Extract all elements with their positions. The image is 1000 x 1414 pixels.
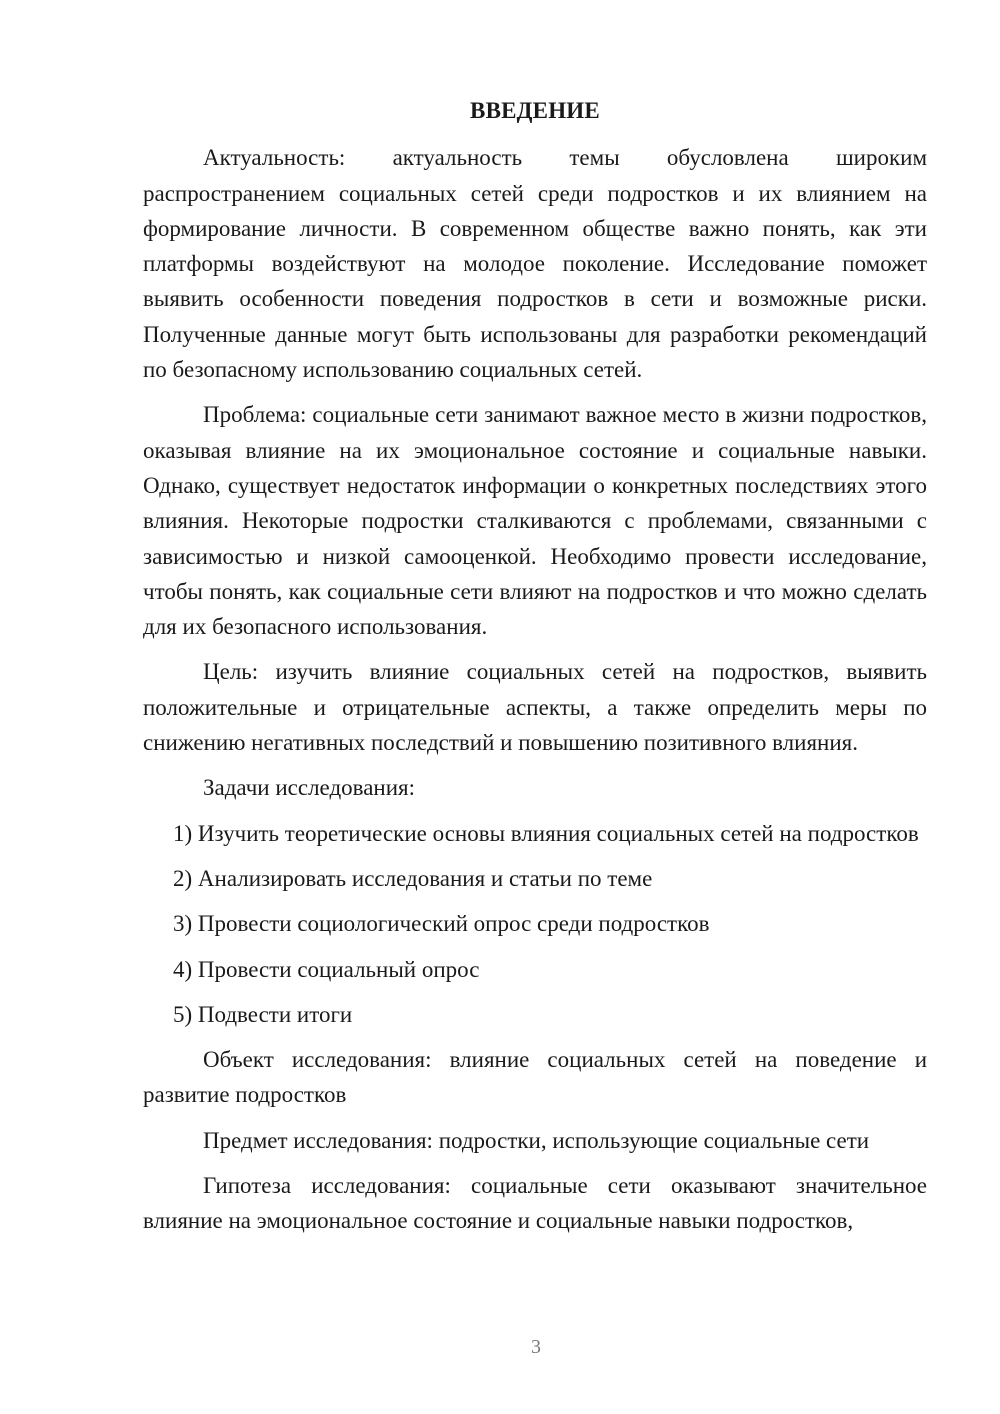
page-content: [143, 93, 927, 1249]
task-item-3: 3) Провести социологический опрос среди подростков: [173, 911, 710, 937]
problem-paragraph: Проблема: социальные сети занимают важное место в жизни подростков, оказывая влияние на их эмоциональное состояние и социальные навыки. Однако, существует недостаток информации о конкретных последствиях этого влияния. Некоторые подростки сталкиваются с проблемами, связанными с зависимостью и низкой самооценкой. Необходимо провести исследование, чтобы понять, как социальные сети влияют на подростков и что можно сделать для их безопасного использования.: [143, 402, 927, 640]
object-paragraph: Объект исследования: влияние социальных сетей на поведение и развитие подростков: [143, 1047, 927, 1108]
tasks-heading: Задачи исследования:: [203, 775, 416, 801]
task-item-2: 2) Анализировать исследования и статьи по теме: [173, 865, 653, 891]
subject-paragraph: Предмет исследования: подростки, использующие социальные сети: [203, 1127, 870, 1153]
relevance-paragraph: Актуальность: актуальность темы обусловлена широким распространением социальных сетей среди подростков и их влиянием на формирование личности. В современном обществе важно понять, как эти платформы воздействуют на молодое поколение. Исследование поможет выявить особенности поведения подростков в сети и возможные риски. Полученные данные могут быть использованы для разработки рекомендаций по безопасному использованию социальных сетей.: [143, 145, 927, 383]
task-item-5: 5) Подвести итоги: [173, 1001, 353, 1027]
hypothesis-paragraph: Гипотеза исследования: социальные сети оказывают значительное влияние на эмоциональное состояние и социальные навыки подростков,: [143, 1173, 927, 1234]
goal-paragraph: Цель: изучить влияние социальных сетей на подростков, выявить положительные и отрицательные аспекты, а также определить меры по снижению негативных последствий и повышению позитивного влияния.: [143, 659, 927, 756]
page-number: 3: [531, 1336, 541, 1358]
task-item-1: 1) Изучить теоретические основы влияния социальных сетей на подростков: [173, 820, 919, 846]
section-title: ВВЕДЕНИЕ: [470, 98, 600, 123]
task-item-4: 4) Провести социальный опрос: [173, 956, 480, 982]
